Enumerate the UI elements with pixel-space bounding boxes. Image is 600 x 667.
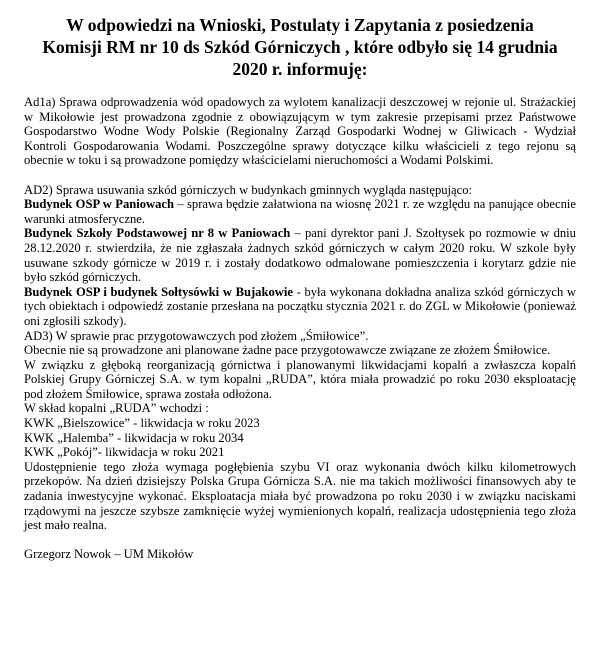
signature: Grzegorz Nowok – UM Mikołów [24, 547, 194, 562]
kwk-line-1: KWK „Bielszowice” - likwidacja w roku 2023 [24, 416, 260, 431]
osp-paniowach-paragraph [24, 197, 576, 226]
bujakow-paragraph [24, 285, 576, 329]
bujakow-heading: Budynek OSP i budynek Sołtysówki w Bujakowie [24, 284, 293, 299]
school-text: – pani dyrektor pani J. Szołtysek po rozmowie w dniu 28.12.2020 r. stwierdziła, że nie zgłaszała żadnych szkód górniczych w całym 2020 roku. W szkole były usuwane szkody górnicze w 2019 r. i zostały dodatkowo odmalowane pomieszczenia i korytarz gdzie nie było szkód górniczych. [24, 226, 576, 285]
ruda-intro: W skład kopalni „RUDA” wchodzi : [24, 401, 209, 416]
document-body [24, 95, 576, 562]
title-line-2: Komisji RM nr 10 ds Szkód Górniczych , które odbyło się 14 grudnia [42, 37, 558, 57]
ad1-paragraph: Ad1a) Sprawa odprowadzenia wód opadowych za wylotem kanalizacji deszczowej w rejonie ul. Strażackiej w Mikołowie jest prowadzona zgodnie z obowiązującym w tym zakresie przepisami przez Państwowe Gospodarstwo Wodne Wody Polskie (Regionalny Zarząd Gospodarki Wodnej w Gliwicach - Wydział Kontroli Gospodarowania Wodami. Poszczególne sprawy dotyczące kilku właścicieli z tego rejonu są obecnie w toku i są prowadzone pomiędzy właścicielami nieruchomości a Wodami Polskimi. [24, 95, 576, 168]
kwk-line-3: KWK „Pokój”- likwidacja w roku 2021 [24, 445, 225, 460]
bujakow-text: - była wykonana dokładna analiza szkód górniczych w tych obiektach i odpowiedź zostanie przesłana na początku stycznia 2021 r. do ZGL w Mikołowie (ponieważ oni zgłosili szkody). [24, 284, 576, 328]
ad3-intro: AD3) W sprawie prac przygotowawczych pod złożem „Śmiłowice”. [24, 328, 369, 343]
osp-paniowach-text: – sprawa będzie załatwiona na wiosnę 2021 r. ze względu na panujące obecnie warunki atmosferyczne. [24, 197, 576, 226]
kwk-line-2: KWK „Halemba” - likwidacja w roku 2034 [24, 430, 244, 445]
title-line-3: 2020 r. informuję: [232, 59, 368, 79]
document-title [24, 14, 576, 80]
school-paragraph [24, 226, 576, 284]
ad3-paragraph-3: Udostępnienie tego złoża wymaga pogłębienia szybu VI oraz wykonania dwóch kilku kilometrowych przekopów. Na dzień dzisiejszy Polska Grupa Górnicza S.A. nie ma takich możliwości finansowych aby te zadania inwestycyjne wykonać. Eksploatacja miała być prowadzona po roku 2030 i w związku naciskami rządowymi na jeszcze szybsze zamknięcie wyżej wymienionych kopalń, realizacja udostępnienia tego złoża jest mało realna. [24, 459, 576, 533]
ad3-paragraph-2: W związku z głęboką reorganizacją górnictwa i planowanymi likwidacjami kopalń a zwłaszcza kopalń Polskiej Grupy Górniczej S.A. w tym kopalni „RUDA”, która miała prowadzić po roku 2030 eksploatację pod złożem Śmiłowice, sprawa została odłożona. [24, 357, 576, 401]
ad2-intro: AD2) Sprawa usuwania szkód górniczych w budynkach gminnych wygląda następująco: [24, 182, 473, 197]
title-line-1: W odpowiedzi na Wnioski, Postulaty i Zapytania z posiedzenia [66, 15, 534, 35]
school-heading: Budynek Szkoły Podstawowej nr 8 w Paniowach [24, 226, 291, 241]
osp-paniowach-heading: Budynek OSP w Paniowach [24, 197, 175, 212]
ad3-paragraph-1: Obecnie nie są prowadzone ani planowane żadne pace przygotowawcze związane ze złożem Śmiłowice. [24, 343, 551, 358]
spacer [24, 168, 576, 183]
